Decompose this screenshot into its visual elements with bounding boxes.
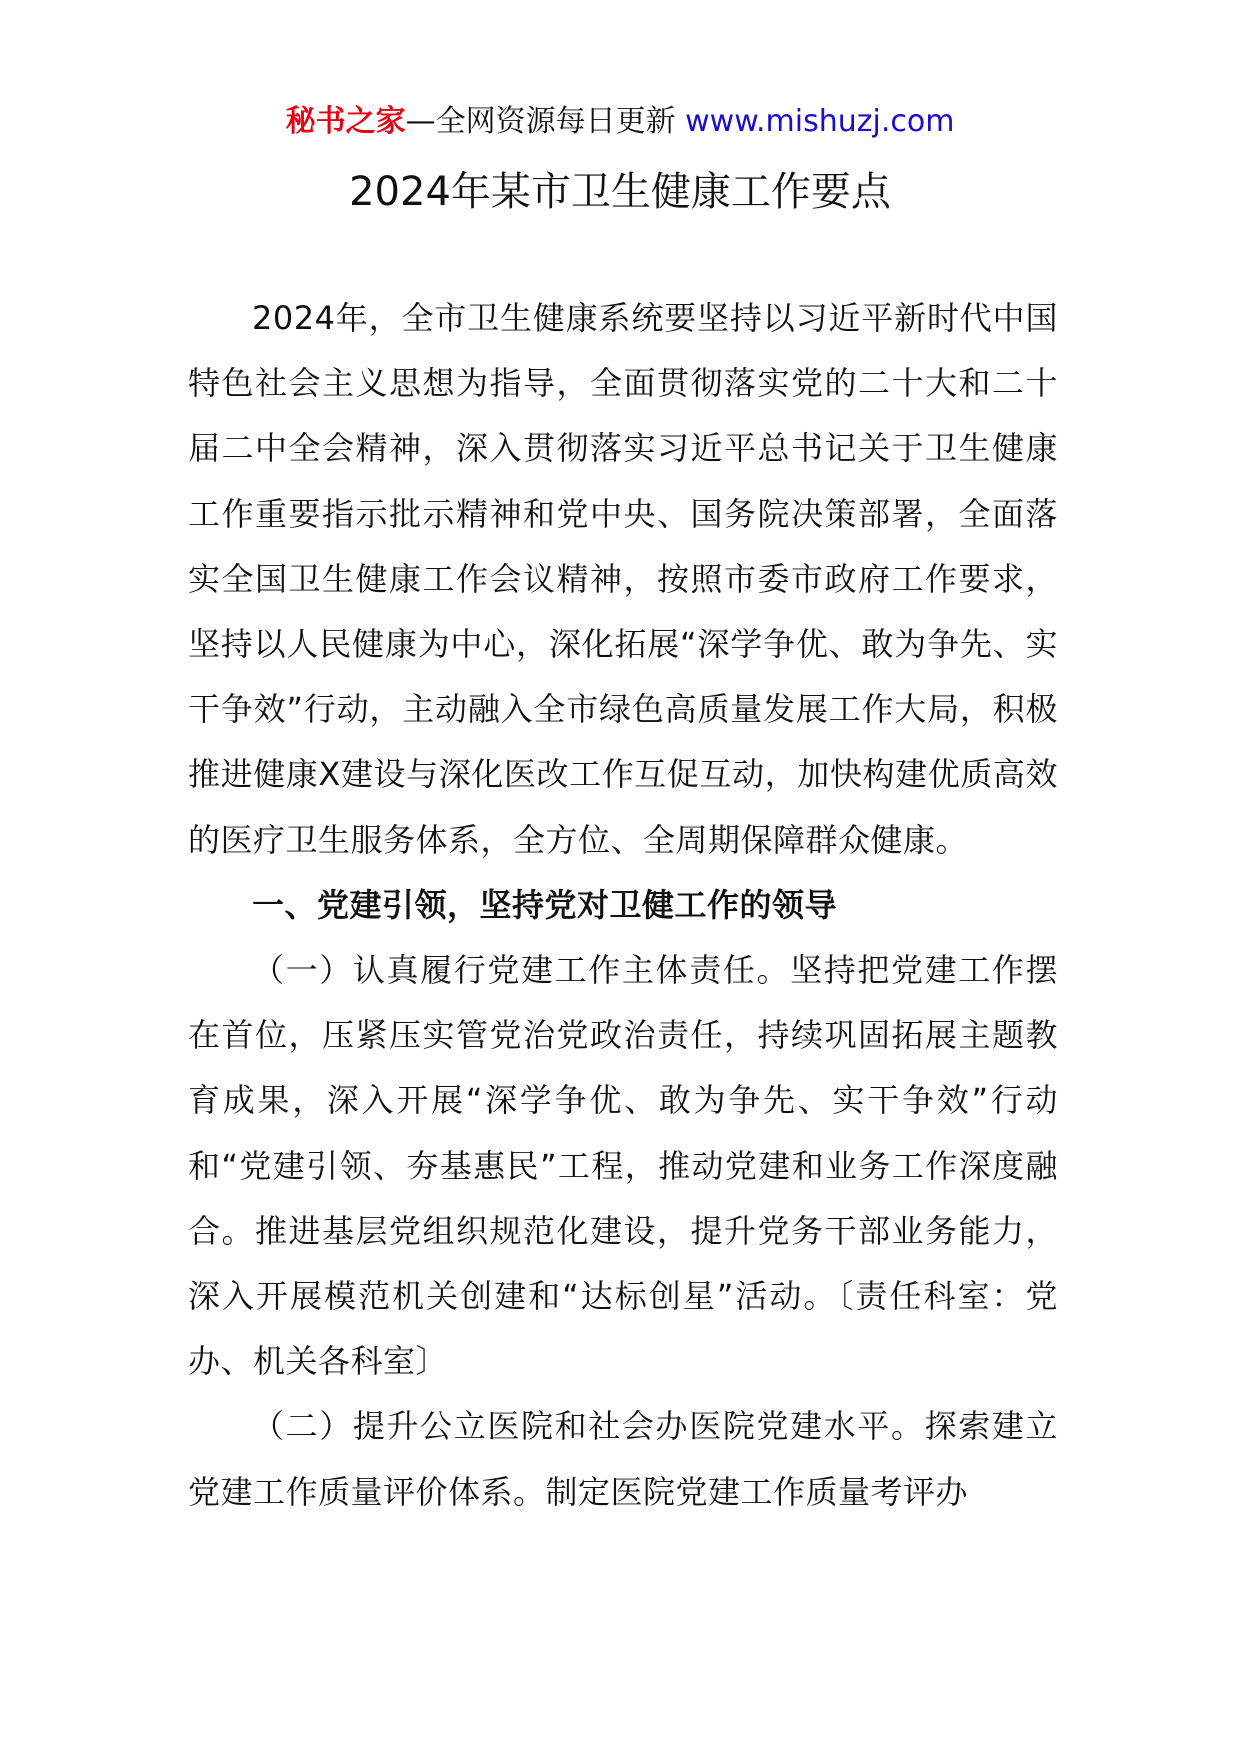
document-body: [188, 286, 1058, 1525]
item-paragraph-1: （一）认真履行党建工作主体责任。坚持把党建工作摆在首位，压紧压实管党治党政治责任，持续巩固拓展主题教育成果，深入开展“深学争优、敢为争先、实干争效”行动和“党建引领、夯基惠民”工程，推动党建和业务工作深度融合。推进基层党组织规范化建设，提升党务干部业务能力，深入开展模范机关创建和“达标创星”活动。〔责任科室：党办、机关各科室〕: [188, 951, 1058, 1381]
site-url-link[interactable]: www.mishuzj.com: [685, 104, 955, 139]
document-title: 2024年某市卫生健康工作要点: [349, 169, 891, 215]
header-tagline: —全网资源每日更新: [405, 104, 676, 139]
intro-paragraph: 2024年，全市卫生健康系统要坚持以习近平新时代中国特色社会主义思想为指导，全面贯彻落实党的二十大和二十届二中全会精神，深入贯彻落实习近平总书记关于卫生健康工作重要指示批示精神和党中央、国务院决策部署，全面落实全国卫生健康工作会议精神，按照市委市政府工作要求，坚持以人民健康为中心，深化拓展“深学争优、敢为争先、实干争效”行动，主动融入全市绿色高质量发展工作大局，积极推进健康X建设与深化医改工作互促互动，加快构建优质高效的医疗卫生服务体系，全方位、全周期保障群众健康。: [188, 299, 1058, 859]
item-paragraph-2: （二）提升公立医院和社会办医院党建水平。探索建立党建工作质量评价体系。制定医院党建工作质量考评办: [188, 1407, 1058, 1511]
site-header: [0, 98, 1240, 146]
section-heading: 一、党建引领，坚持党对卫健工作的领导: [252, 885, 838, 924]
brand-name: 秘书之家: [285, 104, 406, 139]
